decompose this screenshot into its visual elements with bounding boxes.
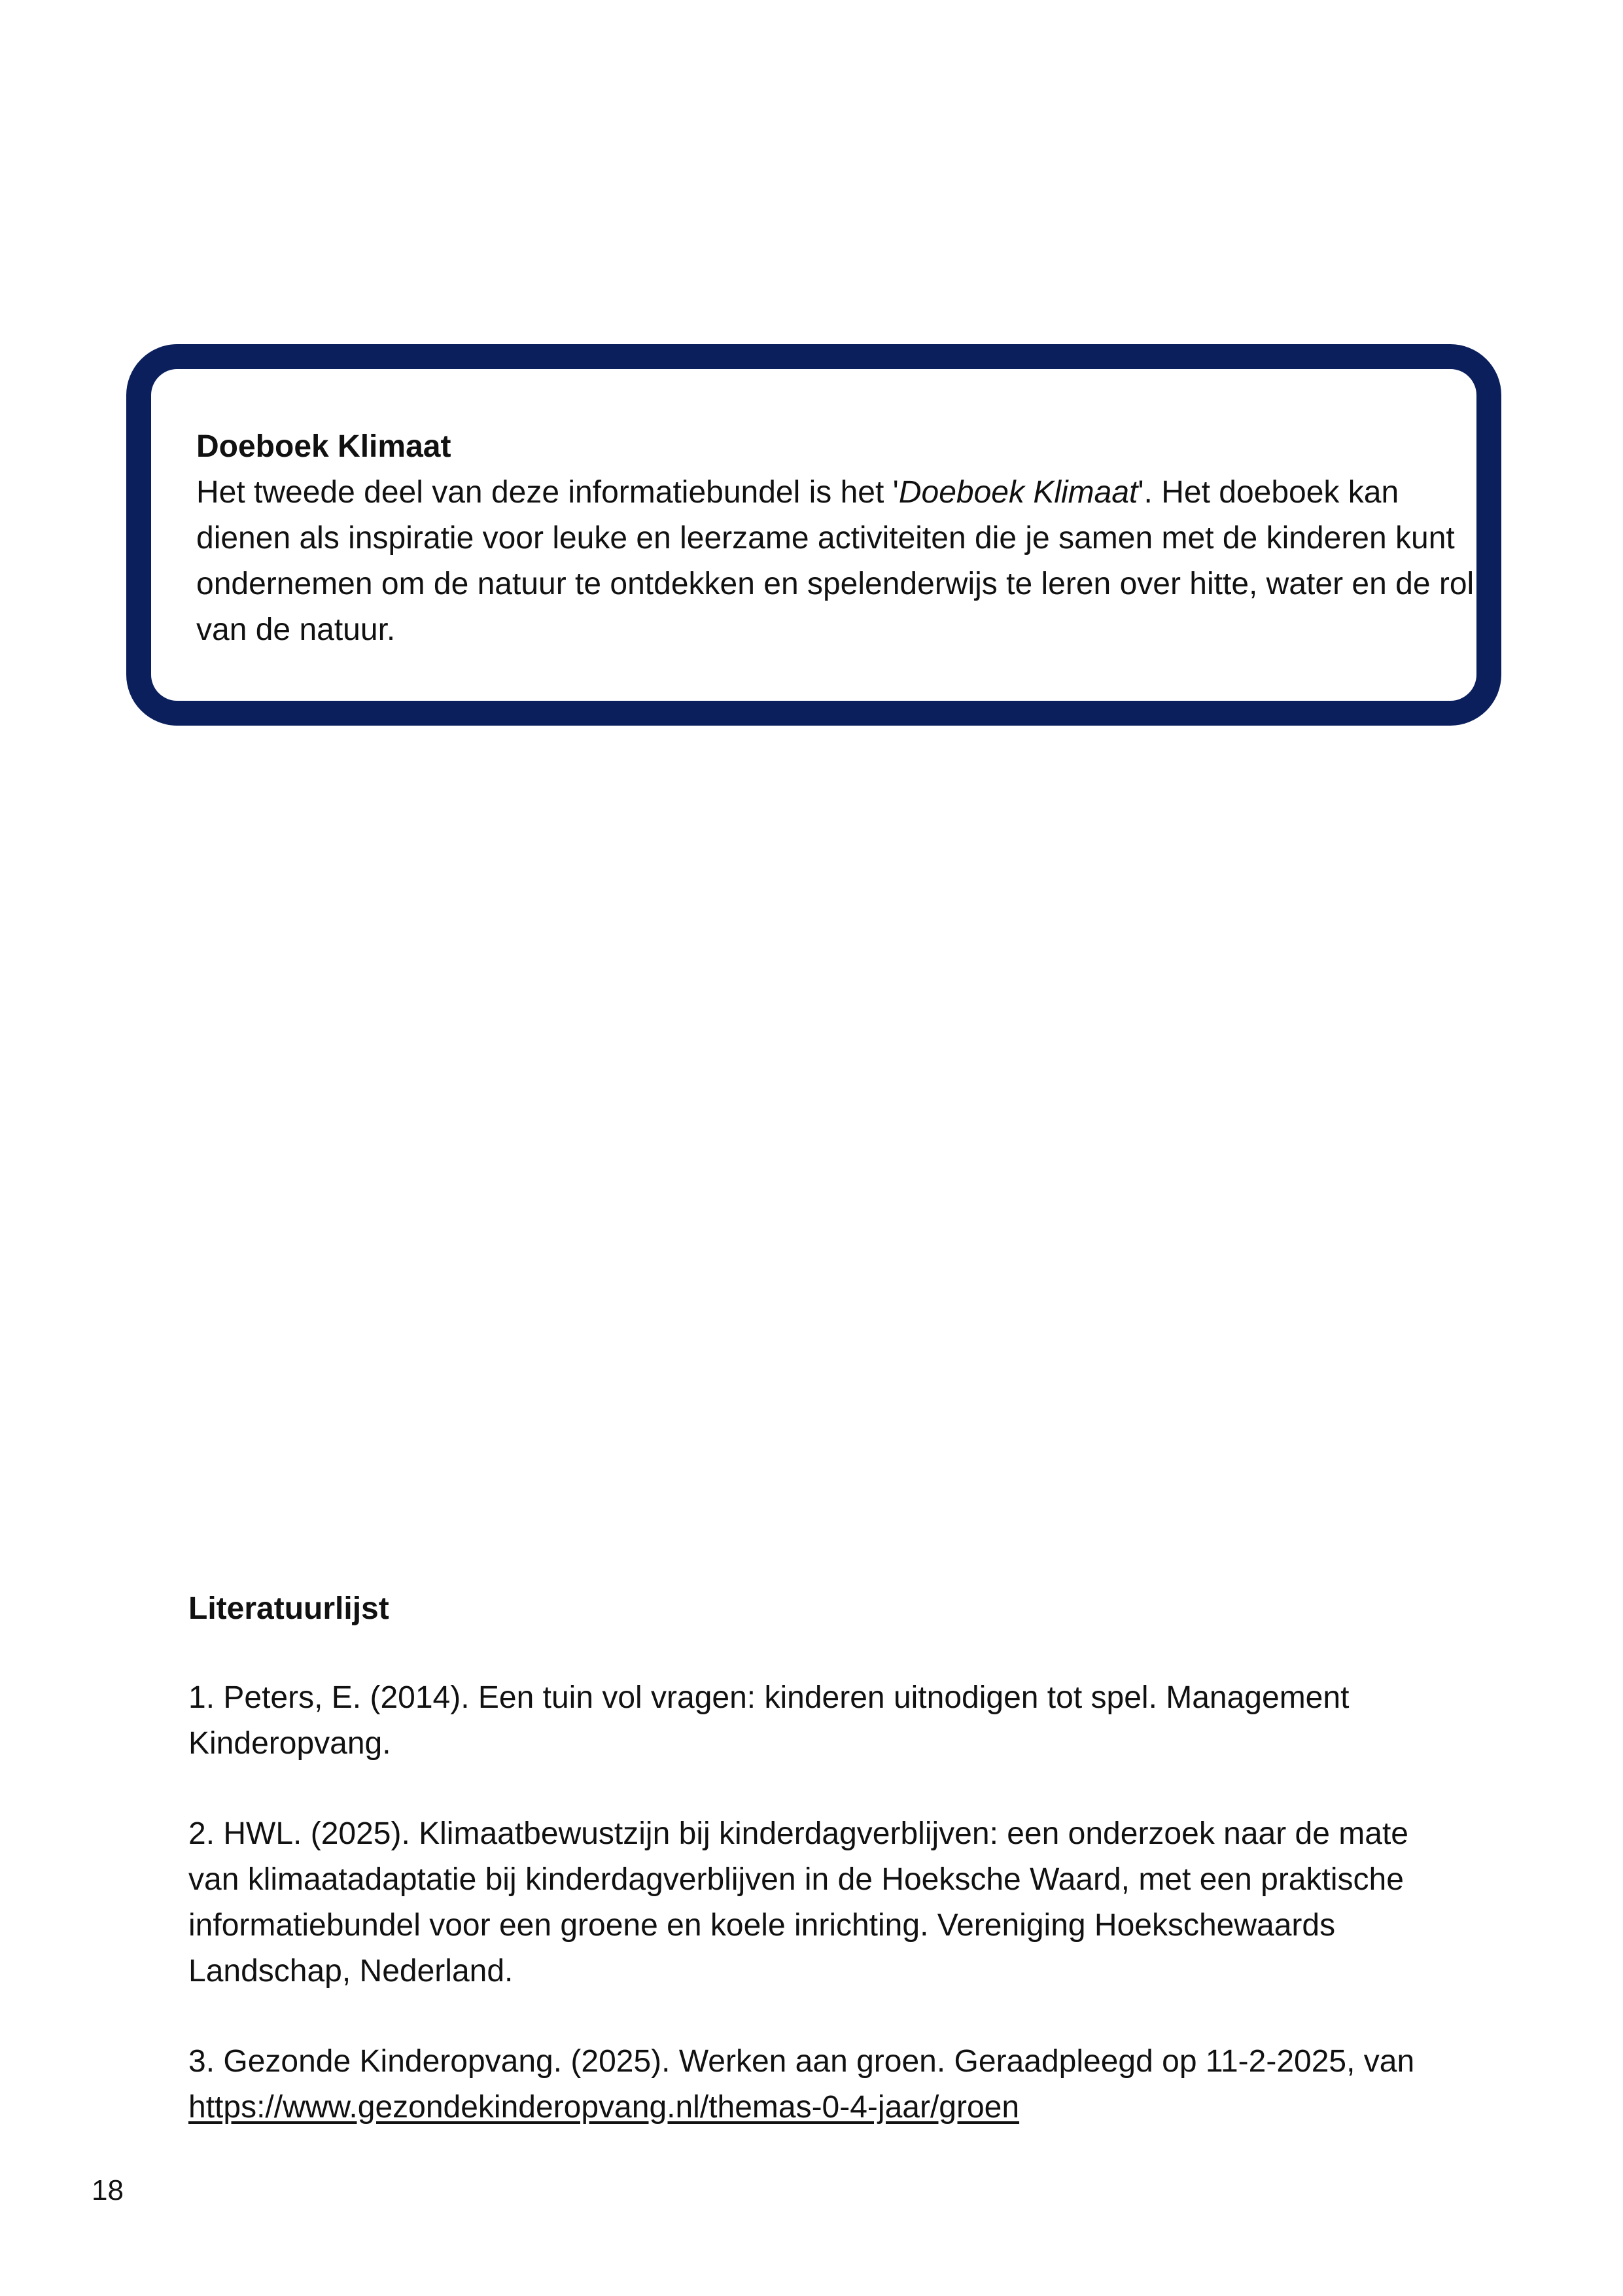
callout-body-end: '. Het doeboek kan dienen als inspiratie voor leuke en leerzame activiteiten die je samen met de kinderen kunt ondernemen om de natuur te ontdekken en spelenderwijs te leren over hitte, water en de rol van de natuur. [196, 475, 1475, 647]
info-callout-content [196, 424, 1478, 653]
page-number: 18 [92, 2174, 124, 2206]
callout-body-start: Het tweede deel van deze informatiebundel is het ' [196, 475, 899, 510]
callout-body [196, 470, 1478, 653]
literature-heading: Literatuurlijst [188, 1591, 389, 1626]
literature-entry-2: 2. HWL. (2025). Klimaatbewustzijn bij kinderdagverblijven: een onderzoek naar de mate van klimaatadaptatie bij kinderdagverblijven in de Hoeksche Waard, met een praktische informatiebundel voor een groene en koele inrichting. Vereniging Hoekschewaards Landschap, Nederland. [188, 1816, 1408, 1988]
literature-entry-3-link[interactable]: https://www.gezondekinderopvang.nl/themas-0-4-jaar/groen [188, 2090, 1020, 2125]
literature-entry-3 [188, 2039, 1444, 2130]
callout-body-italic: Doeboek Klimaat [898, 475, 1138, 510]
literature-entry-3-text: 3. Gezonde Kinderopvang. (2025). Werken aan groen. Geraadpleegd op 11-2-2025, van [188, 2044, 1415, 2079]
callout-title: Doeboek Klimaat [196, 429, 451, 464]
literature-entry-1: 1. Peters, E. (2014). Een tuin vol vragen: kinderen uitnodigen tot spel. Management Kinderopvang. [188, 1680, 1350, 1761]
literature-section [188, 1586, 1444, 2175]
